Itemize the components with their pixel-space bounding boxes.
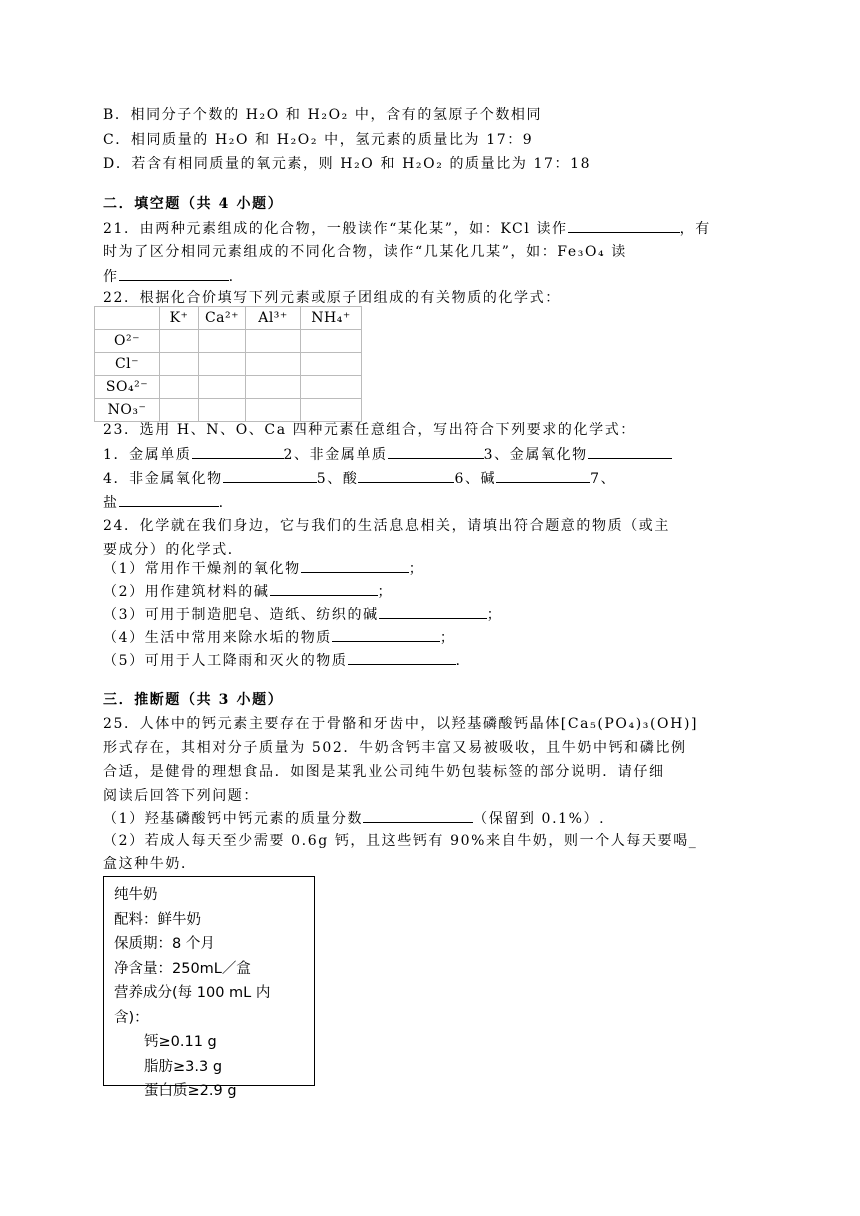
label-calcium: 钙≥0.11 g [144,1034,217,1050]
question-21-line-2: 时为了区分相同元素组成的不同化合物，读作“几某化几某”，如：Fe₃O₄ 读 [103,244,627,260]
answer-blank[interactable] [332,625,440,642]
table-cell[interactable] [199,330,246,353]
table-header-cell: Ca²⁺ [199,307,246,330]
question-25-item-2: （2）若成人每天至少需要 0.6g 钙，且这些钙有 90%来自牛奶，则一个人每天要喝_ [103,833,698,849]
label-nutrition-heading: 营养成分(每 100 mL 内 [114,985,271,1001]
question-23-line-1: 1．金属单质 2、非金属单质 3、金属氧化物 [103,442,672,467]
table-header-cell: NH₄⁺ [301,307,362,330]
table-cell[interactable] [246,353,301,376]
table-cell[interactable] [160,376,199,399]
question-24-item-5: （5）可用于人工降雨和灭火的物质 . [103,648,462,673]
table-corner-cell [95,307,160,330]
question-24-item-2: （2）用作建筑材料的碱 ； [103,579,393,604]
label-ingredients: 配料：鲜牛奶 [114,911,201,928]
question-23-line-3: 盐 . [103,490,225,515]
table-cell[interactable] [301,376,362,399]
question-23-line-2: 4．非金属氧化物 5、酸 6、碱 7、 [103,466,616,491]
table-row-header: Cl⁻ [95,353,160,376]
question-24-item-4: （4）生活中常用来除水垢的物质 ； [103,625,456,650]
question-22-text: 22．根据化合价填写下列元素或原子团组成的有关物质的化学式： [103,290,561,306]
milk-package-label [103,876,315,1099]
table-row-header: NO₃⁻ [95,399,160,422]
question-24-line-2: 要成分）的化学式． [103,542,244,558]
table-cell[interactable] [199,376,246,399]
table-cell[interactable] [160,353,199,376]
table-cell[interactable] [301,353,362,376]
question-25-line-3: 合适，是健骨的理想食品．如图是某乳业公司纯牛奶包装标签的部分说明．请仔细 [103,764,665,780]
question-21-line-3: 作 . [103,264,235,289]
section-heading-fill-blank: 二．填空题（共 4 小题） [103,196,284,212]
table-header-cell: K⁺ [160,307,199,330]
label-shelf-life: 保质期：8 个月 [114,936,215,952]
question-25-line-1: 25．人体中的钙元素主要存在于骨骼和牙齿中，以羟基磷酸钙晶体[Ca₅(PO₄)₃(OH)] [103,716,699,732]
question-23-text: 23．选用 H、N、O、Ca 四种元素任意组合，写出符合下列要求的化学式： [103,422,636,438]
answer-blank[interactable] [270,579,378,596]
answer-blank[interactable] [119,264,229,281]
answer-blank[interactable] [379,602,487,619]
label-net-content: 净含量：250mL／盒 [114,960,251,977]
table-row-header: SO₄²⁻ [95,376,160,399]
answer-blank[interactable] [192,442,284,459]
table-cell[interactable] [301,330,362,353]
valence-table [94,306,362,422]
question-25-line-4: 阅读后回答下列问题： [103,788,259,804]
label-protein: 蛋白质≥2.9 g [144,1083,237,1099]
question-25-item-1: （1）羟基磷酸钙中钙元素的质量分数 （保留到 0.1%）. [103,806,605,831]
answer-blank[interactable] [588,442,672,459]
question-25-item-2-cont: 盒这种牛奶． [103,856,197,872]
table-cell[interactable] [246,330,301,353]
answer-blank[interactable] [119,490,219,507]
label-nutrition-heading-cont: 含)： [114,1009,149,1026]
table-row-header: O²⁻ [95,330,160,353]
answer-blank[interactable] [496,466,590,483]
table-cell[interactable] [246,376,301,399]
question-21-line-1: 21．由两种元素组成的化合物，一般读作“某化某”，如：KCl 读作 ，有 [103,216,711,241]
option-c: C．相同质量的 H₂O 和 H₂O₂ 中，氢元素的质量比为 17：9 [103,132,534,148]
label-fat: 脂肪≥3.3 g [144,1058,223,1075]
answer-blank[interactable] [363,806,473,823]
question-24-item-1: （1）常用作干燥剂的氧化物 ； [103,556,424,581]
option-d: D．若含有相同质量的氧元素，则 H₂O 和 H₂O₂ 的质量比为 17：18 [103,156,592,172]
question-24-line-1: 24．化学就在我们身边，它与我们的生活息息相关，请填出符合题意的物质（或主 [103,518,671,534]
table-cell[interactable] [199,353,246,376]
table-header-cell: Al³⁺ [246,307,301,330]
answer-blank[interactable] [348,648,456,665]
table-cell[interactable] [160,330,199,353]
section-heading-inference: 三．推断题（共 3 小题） [103,692,284,708]
answer-blank[interactable] [358,466,454,483]
answer-blank[interactable] [301,556,409,573]
answer-blank[interactable] [388,442,484,459]
question-24-item-3: （3）可用于制造肥皂、造纸、纺织的碱 ； [103,602,502,627]
answer-blank[interactable] [223,466,317,483]
option-b: B．相同分子个数的 H₂O 和 H₂O₂ 中，含有的氢原子个数相同 [103,107,543,123]
label-product-name: 纯牛奶 [114,887,158,903]
answer-blank[interactable] [568,216,680,233]
question-25-line-2: 形式存在，其相对分子质量为 502．牛奶含钙丰富又易被吸收，且牛奶中钙和磷比例 [103,740,687,756]
